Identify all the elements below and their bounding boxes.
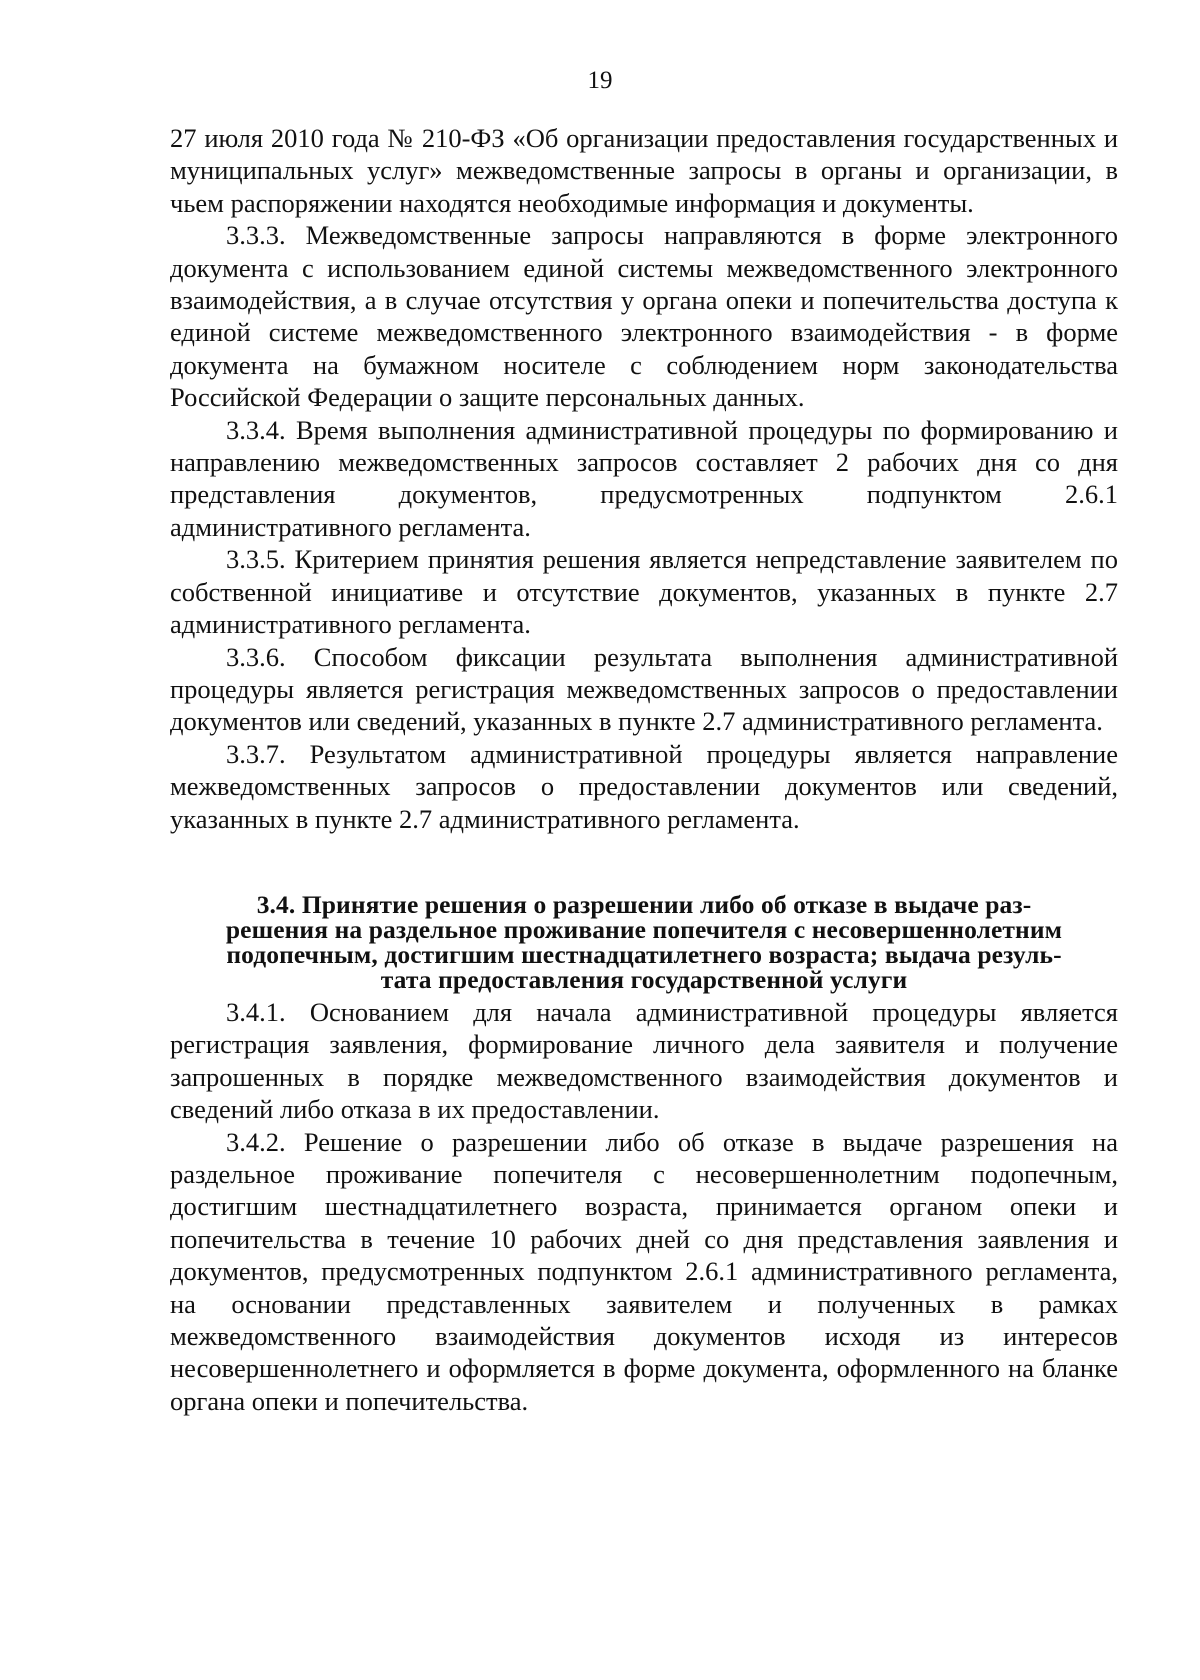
paragraph-3-3-7: 3.3.7. Результатом административной процедуры является направление межведомственных запросов о предоставлении документов или сведений, указанных в пункте 2.7 административного регламента.: [170, 738, 1118, 834]
paragraph-3-3-6: 3.3.6. Способом фиксации результата выполнения административной процедуры является регистрация межведомственных запросов о предоставлении документов или сведений, указанных в пункте 2.7 административного регламента.: [170, 641, 1118, 737]
paragraph-3-4-1: 3.4.1. Основанием для начала административной процедуры является регистрация заявления, формирование личного дела заявителя и получение запрошенных в порядке межведомственного взаимодействия документов и сведений либо отказа в их предоставлении.: [170, 996, 1118, 1125]
paragraph-continuation: 27 июля 2010 года № 210-ФЗ «Об организации предоставления государственных и муниципальных услуг» межведомственные запросы в органы и организации, в чьем распоряжении находятся необходимые информация и документы.: [170, 123, 1118, 218]
heading-line: 3.4. Принятие решения о разрешении либо об отказе в выдаче раз-: [256, 889, 1032, 919]
paragraph-3-3-4: 3.3.4. Время выполнения административной процедуры по формированию и направлению межведомственных запросов составляет 2 рабочих дня со дня представления документов, предусмотренных подпунктом 2.6.1 административного регламента.: [170, 414, 1118, 542]
paragraph-3-4-2: 3.4.2. Решение о разрешении либо об отказе в выдаче разрешения на раздельное проживание попечителя с несовершеннолетним подопечным, достигшим шестнадцатилетнего возраста, принимается органом опеки и попечительства в течение 10 рабочих дней со дня представления заявления и документов, предусмотренных подпунктом 2.6.1 административного регламента, на основании представленных заявителем и полученных в рамках межведомственного взаимодействия документов исходя из интересов несовершеннолетнего и оформляется в форме документа, оформленного на бланке органа опеки и попечительства.: [170, 1126, 1118, 1416]
page-number: 19: [587, 67, 613, 94]
heading-line: подопечным, достигшим шестнадцатилетнего возраста; выдача резуль-: [226, 939, 1062, 969]
paragraph-3-3-5: 3.3.5. Критерием принятия решения является непредставление заявителем по собственной инициативе и отсутствие документов, указанных в пункте 2.7 административного регламента.: [170, 544, 1118, 640]
paragraph-3-3-3: 3.3.3. Межведомственные запросы направляются в форме электронного документа с использованием единой системы межведомственного электронного взаимодействия, а в случае отсутствия у органа опеки и попечительства доступа к единой системе межведомственного электронного взаимодействия - в форме документа на бумажном носителе с соблюдением норм законодательства Российской Федерации о защите персональных данных.: [170, 220, 1118, 413]
heading-line: решения на раздельное проживание попечителя с несовершеннолетним: [225, 914, 1063, 944]
section-heading-3-4: [170, 889, 1118, 994]
heading-line: тата предоставления государственной услуги: [380, 964, 908, 994]
document-body: [170, 122, 1118, 1417]
